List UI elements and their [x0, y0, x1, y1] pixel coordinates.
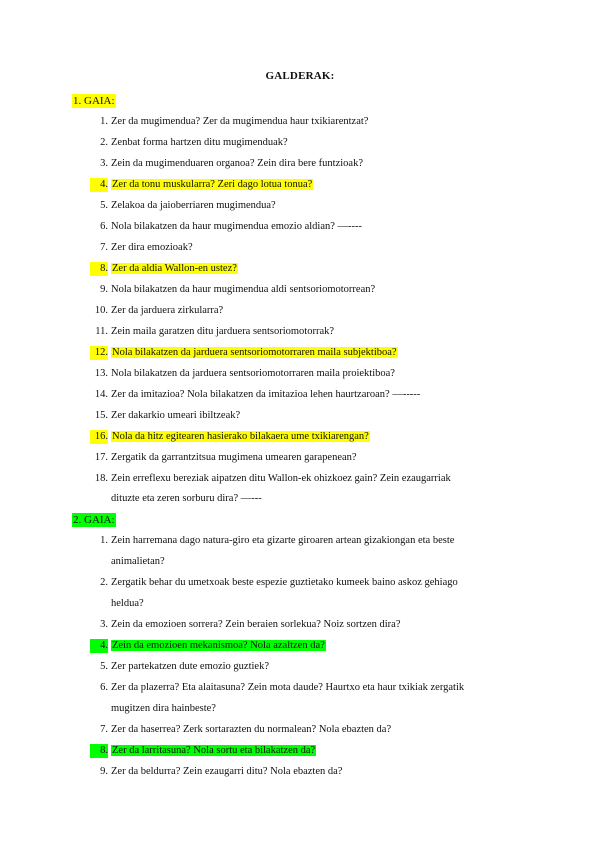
page-title: GALDERAK: [265, 70, 335, 82]
section-heading-gaia-1: 1. GAIA: [73, 95, 115, 107]
item-text: Zein da emozioen sorrera? Zein beraien sorlekua? Noiz sortzen dira? [111, 619, 401, 630]
item-text-continuation: heldua? [111, 598, 144, 609]
item-number: 7. [100, 724, 108, 735]
item-number: 3. [100, 619, 108, 630]
item-number: 8. [90, 262, 108, 276]
item-text-continuation: mugitzen dira hainbeste? [111, 703, 216, 714]
item-number: 10. [94, 305, 108, 316]
item-text: Zergatik behar du umetxoak beste espezie guztietako kumeek baino askoz gehiago [111, 577, 458, 588]
item-text: Zer da larritasuna? Nola sortu eta bilakatzen da? [112, 745, 316, 756]
item-number: 1. [100, 535, 108, 546]
item-number: 12. [90, 346, 108, 360]
section-heading-gaia-2: 2. GAIA: [73, 514, 115, 526]
item-number: 13. [94, 368, 108, 379]
item-number: 9. [100, 284, 108, 295]
item-text: Nola bilakatzen da jarduera sentsoriomotorraren maila subjektiboa? [112, 347, 397, 358]
item-text: Nola da hitz egitearen hasierako bilakaera ume txikiarengan? [112, 431, 369, 442]
item-text: Nola bilakatzen da haur mugimendua emozio aldian? —---- [111, 221, 363, 232]
item-number: 1. [100, 116, 108, 127]
item-text: Zein maila garatzen ditu jarduera sentsoriomotorrak? [111, 326, 335, 337]
item-text: Zer da haserrea? Zerk sortarazten du normalean? Nola ebazten da? [111, 724, 392, 735]
item-text-continuation: dituzte eta zeren sorburu dira? —--- [111, 493, 262, 504]
item-text: Zein da mugimenduaren organoa? Zein dira bere funtzioak? [111, 158, 363, 169]
item-number: 4. [90, 639, 108, 653]
item-number: 8. [90, 744, 108, 758]
item-number: 7. [100, 242, 108, 253]
item-text: Zer da aldia Wallon-en ustez? [112, 263, 237, 274]
item-number: 9. [100, 766, 108, 777]
item-number: 3. [100, 158, 108, 169]
item-text: Zenbat forma hartzen ditu mugimenduak? [111, 137, 288, 148]
item-number: 6. [100, 221, 108, 232]
item-text-continuation: animalietan? [111, 556, 165, 567]
item-text: Nola bilakatzen da haur mugimendua aldi sentsoriomotorrean? [111, 284, 376, 295]
item-text: Zein erreflexu bereziak aipatzen ditu Wallon-ek ohizkoez gain? Zein ezaugarriak [111, 473, 451, 484]
item-text: Zer partekatzen dute emozio guztiek? [111, 661, 270, 672]
item-number: 16. [90, 430, 108, 444]
item-text: Zer dakarkio umeari ibiltzeak? [111, 410, 241, 421]
item-text: Zer da tonu muskularra? Zeri dago lotua tonua? [112, 179, 313, 190]
item-text: Zer da beldurra? Zein ezaugarri ditu? Nola ebazten da? [111, 766, 343, 777]
item-number: 2. [100, 137, 108, 148]
item-text: Zer dira emozioak? [111, 242, 193, 253]
item-number: 17. [94, 452, 108, 463]
item-number: 5. [100, 661, 108, 672]
item-number: 4. [90, 178, 108, 192]
item-text: Zein harremana dago natura-giro eta gizarte giroaren artean gizakiongan eta beste [111, 535, 455, 546]
item-text: Zer da jarduera zirkularra? [111, 305, 224, 316]
item-number: 6. [100, 682, 108, 693]
item-text: Zein da emozioen mekanismoa? Nola azaltzen da? [112, 640, 325, 651]
item-text: Zer da imitazioa? Nola bilakatzen da imitazioa lehen haurtzaroan? —----- [111, 389, 421, 400]
item-number: 5. [100, 200, 108, 211]
item-number: 2. [100, 577, 108, 588]
item-number: 14. [94, 389, 108, 400]
item-text: Zergatik da garrantzitsua mugimena umearen garapenean? [111, 452, 357, 463]
item-number: 11. [95, 326, 108, 337]
item-number: 15. [94, 410, 108, 421]
item-text: Zer da mugimendua? Zer da mugimendua haur txikiarentzat? [111, 116, 369, 127]
item-text: Zelakoa da jaioberriaren mugimendua? [111, 200, 276, 211]
item-text: Nola bilakatzen da jarduera sentsoriomotorraren maila proiektiboa? [111, 368, 395, 379]
item-text: Zer da plazerra? Eta alaitasuna? Zein mota daude? Haurtxo eta haur txikiak zergatik [111, 682, 465, 693]
item-number: 18. [94, 473, 108, 484]
